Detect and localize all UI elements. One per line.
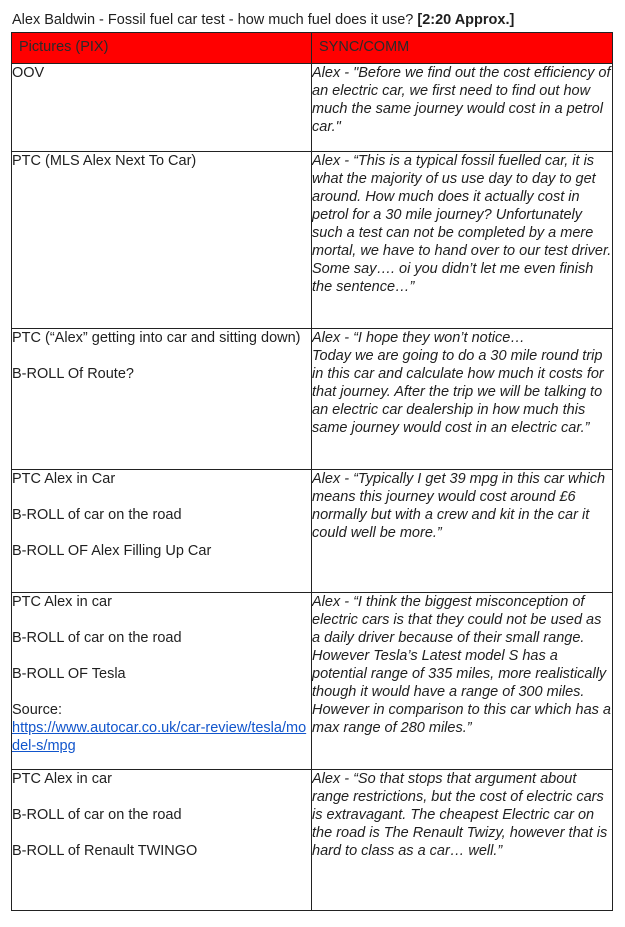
table-header-row (12, 33, 613, 64)
sync-cell (312, 470, 613, 593)
header-sync-comm: SYNC/COMM (312, 33, 613, 64)
pix-line: B-ROLL Of Route? (12, 366, 134, 382)
script-table (11, 32, 616, 911)
sync-text: Alex - “This is a typical fossil fuelled car, it is what the majority of us use day to day to get around. How much does it actually cost in petrol for a 30 mile journey? Unfortunately such a test can not be completed by a mere mortal, we have to hand over to our test driver. Some say…. oi you didn’t let me even finish the sentence…” (312, 153, 616, 295)
pix-line: PTC Alex in Car (12, 471, 116, 487)
sync-text: Alex - “I think the biggest misconception of electric cars is that they could not be used as a daily driver because of their small range. However Tesla’s Latest model S has a potential range of 335 miles, more realistically though it would have a range of 300 miles. However in comparison to this car which has a max range of 280 miles.” (312, 594, 616, 736)
sync-cell (312, 329, 613, 470)
table-row (12, 64, 613, 152)
pix-line: B-ROLL of car on the road (12, 630, 182, 646)
source-link[interactable]: https://www.autocar.co.uk/car-review/tesla/model-s/mpg (12, 720, 307, 754)
table-row (12, 470, 613, 593)
document-title-text: Alex Baldwin - Fossil fuel car test - how much fuel does it use? (12, 12, 414, 28)
pix-line: B-ROLL of car on the road (12, 507, 182, 523)
sync-text: Alex - “So that stops that argument about range restrictions, but the cost of electric cars is extravagant. The cheapest Electric car on the road is The Renault Twizy, however that is hard to class as a car… well.” (312, 771, 612, 859)
pix-cell (12, 64, 312, 152)
duration-label: [2:20 Approx.] (417, 12, 515, 28)
pix-cell (12, 593, 312, 770)
pix-line: PTC (MLS Alex Next To Car) (12, 153, 197, 169)
pix-line: B-ROLL OF Tesla (12, 666, 126, 682)
sync-text: Alex - "Before we find out the cost efficiency of an electric car, we first need to find out how much the same journey would cost in a petrol car." (312, 65, 615, 135)
pix-line: PTC Alex in car (12, 594, 112, 610)
document-title (12, 11, 514, 29)
pix-cell (12, 770, 312, 911)
pix-line: B-ROLL OF Alex Filling Up Car (12, 543, 212, 559)
pix-cell (12, 329, 312, 470)
pix-cell (12, 470, 312, 593)
sync-cell (312, 64, 613, 152)
header-pictures: Pictures (PIX) (12, 33, 312, 64)
pix-line: PTC (“Alex” getting into car and sitting down) (12, 330, 301, 346)
sync-cell (312, 152, 616, 329)
pix-line: PTC Alex in car (12, 771, 112, 787)
sync-text: Alex - “Typically I get 39 mpg in this car which means this journey would cost around £6 normally but with a crew and kit in the car it could well be more.” (312, 471, 610, 541)
sync-text: Alex - “I hope they won’t notice… Today we are going to do a 30 mile round trip in this car and calculate how much it costs for that journey. After the trip we will be talking to an electric car dealership in how much this same journey would cost in an electric car.” (312, 330, 604, 436)
pix-line: OOV (12, 65, 45, 81)
pix-line: B-ROLL of car on the road (12, 807, 182, 823)
source-label: Source: (12, 702, 62, 718)
sync-cell (312, 770, 613, 911)
table-row (12, 329, 613, 470)
source-block (12, 701, 311, 755)
table-row (12, 593, 613, 770)
sync-cell (312, 593, 616, 770)
table-row (12, 152, 613, 329)
table-row (12, 770, 613, 911)
pix-line: B-ROLL of Renault TWINGO (12, 843, 198, 859)
pix-cell (12, 152, 312, 329)
